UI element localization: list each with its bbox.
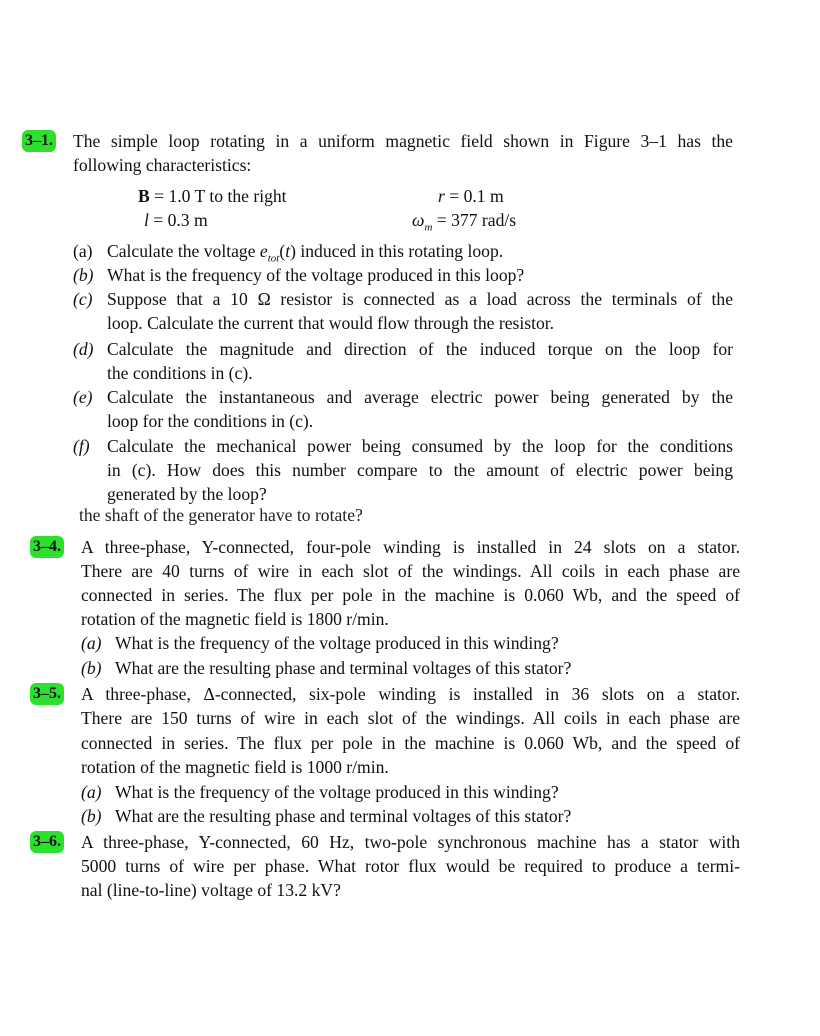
problem-text-line: A three-phase, Δ-connected, six-pole winding is installed in 36 slots on a stator. <box>81 684 740 704</box>
part-text: in (c). How does this number compare to the amount of electric power being <box>107 460 733 480</box>
problem-text-line: There are 150 turns of wire in each slot of the windings. All coils in each phase are <box>81 708 740 728</box>
part-text: the conditions in (c). <box>107 363 253 383</box>
characteristic-wm: $\omega_m = 377$ rad/s <box>412 210 517 234</box>
problem-text-line: nal (line-to-line) voltage of 13.2 kV? <box>81 880 341 900</box>
cropped-text-line: the shaft of the generator have to rotate? <box>79 505 363 525</box>
part-text: What is the frequency of the voltage produced in this winding? <box>115 782 559 802</box>
part-text: What is the frequency of the voltage produced in this loop? <box>107 265 525 285</box>
part-text: What are the resulting phase and terminal voltages of this stator? <box>115 658 572 678</box>
part-label: (d) <box>73 339 94 359</box>
characteristic-l: l = 0.3 m <box>144 210 208 230</box>
part-text: What are the resulting phase and terminal voltages of this stator? <box>115 806 572 826</box>
part-label: (a) <box>73 241 93 261</box>
part-text: Calculate the instantaneous and average electric power being generated by the <box>107 387 733 407</box>
problem-number-badge: 3–1. <box>22 130 56 152</box>
part-text: generated by the loop? <box>107 484 267 504</box>
part-text: What is the frequency of the voltage produced in this winding? <box>115 633 559 653</box>
characteristic-B: B = 1.0 T to the right <box>138 186 287 206</box>
part-label: (b) <box>81 658 102 678</box>
problem-text-line: connected in series. The flux per pole in the machine is 0.060 Wb, and the speed of <box>81 585 740 605</box>
problem-text-line: 5000 turns of wire per phase. What rotor flux would be required to produce a termi- <box>81 856 740 876</box>
problem-number-badge: 3–5. <box>30 683 64 705</box>
part-text: Calculate the voltage $e_{tot}(t)$ induced in this rotating loop. <box>107 241 504 265</box>
problem-number-badge: 3–6. <box>30 831 64 853</box>
part-label: (b) <box>73 265 94 285</box>
problem-text-line: The simple loop rotating in a uniform magnetic field shown in Figure 3–1 has the <box>73 131 733 151</box>
problem-text-line: rotation of the magnetic field is 1000 r/min. <box>81 757 389 777</box>
part-label: (b) <box>81 806 102 826</box>
part-label: (f) <box>73 436 90 456</box>
part-text: Calculate the mechanical power being consumed by the loop for the conditions <box>107 436 733 456</box>
problem-number-badge: 3–4. <box>30 536 64 558</box>
problem-text-line: A three-phase, Y-connected, four-pole winding is installed in 24 slots on a stator. <box>81 537 740 557</box>
part-label: (c) <box>73 289 93 309</box>
problem-text-line: There are 40 turns of wire in each slot of the windings. All coils in each phase are <box>81 561 740 581</box>
part-text: loop. Calculate the current that would flow through the resistor. <box>107 313 555 333</box>
part-label: (a) <box>81 782 102 802</box>
problem-text-line: rotation of the magnetic field is 1800 r/min. <box>81 609 389 629</box>
problem-text-line: A three-phase, Y-connected, 60 Hz, two-pole synchronous machine has a stator with <box>81 832 740 852</box>
part-text: Calculate the magnitude and direction of the induced torque on the loop for <box>107 339 733 359</box>
problem-text-line: following characteristics: <box>73 155 252 175</box>
part-label: (a) <box>81 633 102 653</box>
part-text: Suppose that a 10 Ω resistor is connected as a load across the terminals of the <box>107 289 733 309</box>
part-text: loop for the conditions in (c). <box>107 411 314 431</box>
characteristic-r: r = 0.1 m <box>438 186 504 206</box>
problem-text-line: connected in series. The flux per pole in the machine is 0.060 Wb, and the speed of <box>81 733 740 753</box>
part-label: (e) <box>73 387 93 407</box>
